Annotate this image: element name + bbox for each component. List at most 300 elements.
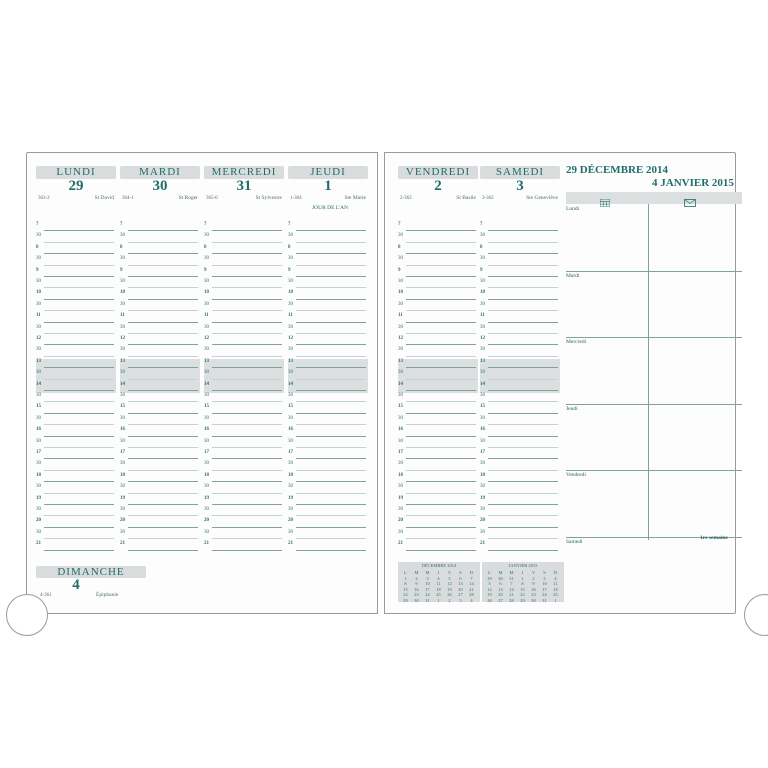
day-vendredi-number: 2 xyxy=(434,178,442,194)
hour-row[interactable] xyxy=(398,336,478,347)
hour-row[interactable] xyxy=(204,245,284,256)
mini-calendar-day[interactable]: 4 xyxy=(470,597,473,603)
hour-row[interactable] xyxy=(120,347,200,358)
corner-curve-right xyxy=(744,594,768,636)
hour-row[interactable] xyxy=(398,473,478,484)
hour-row[interactable] xyxy=(480,313,560,324)
hour-row[interactable] xyxy=(398,256,478,267)
hour-row[interactable] xyxy=(120,461,200,472)
mini-calendar-day[interactable]: 26 xyxy=(487,597,492,603)
hour-row[interactable] xyxy=(398,233,478,244)
hour-label: 20 xyxy=(36,518,41,524)
hour-row[interactable] xyxy=(36,279,116,290)
hour-row[interactable] xyxy=(480,268,560,279)
hour-row[interactable] xyxy=(398,427,478,438)
mini-calendar-day[interactable]: 20 xyxy=(458,586,463,592)
hour-row[interactable] xyxy=(36,245,116,256)
mini-calendar-day[interactable]: 8 xyxy=(404,581,407,587)
hour-row[interactable] xyxy=(288,530,368,541)
hour-row[interactable] xyxy=(398,439,478,450)
hour-row[interactable] xyxy=(204,404,284,415)
mini-calendar-day[interactable]: 30 xyxy=(414,597,419,603)
mini-calendar-day[interactable]: 4 xyxy=(554,575,557,581)
mini-calendar-day[interactable]: 18 xyxy=(553,586,558,592)
hour-row[interactable] xyxy=(288,347,368,358)
hour-row[interactable] xyxy=(120,313,200,324)
hour-row[interactable] xyxy=(120,416,200,427)
mini-calendar-day[interactable]: 28 xyxy=(469,592,474,598)
hour-row[interactable] xyxy=(36,518,116,529)
mini-calendar-day[interactable]: 7 xyxy=(510,581,513,587)
hour-row[interactable] xyxy=(36,496,116,507)
hour-row[interactable] xyxy=(480,233,560,244)
hour-row[interactable] xyxy=(480,484,560,495)
hour-row[interactable] xyxy=(120,541,200,552)
hour-row[interactable] xyxy=(398,461,478,472)
hour-row[interactable] xyxy=(204,518,284,529)
hour-row[interactable] xyxy=(398,382,478,393)
mini-calendar-day[interactable]: 21 xyxy=(469,586,474,592)
hour-row[interactable] xyxy=(36,461,116,472)
hour-row[interactable] xyxy=(288,473,368,484)
hour-row[interactable] xyxy=(398,325,478,336)
hour-row[interactable] xyxy=(288,336,368,347)
hour-row[interactable] xyxy=(288,359,368,370)
mini-calendar-day[interactable]: 6 xyxy=(499,581,502,587)
write-line xyxy=(488,447,558,448)
mini-calendar-day[interactable]: 9 xyxy=(532,581,535,587)
hour-row[interactable] xyxy=(36,336,116,347)
hour-row[interactable] xyxy=(120,222,200,233)
mini-calendar-day[interactable]: 27 xyxy=(458,592,463,598)
mini-calendar-day[interactable]: 16 xyxy=(531,586,536,592)
hour-row[interactable] xyxy=(480,416,560,427)
hour-row[interactable] xyxy=(398,496,478,507)
mini-calendar-day[interactable]: 25 xyxy=(436,592,441,598)
mini-calendar-day[interactable]: 4 xyxy=(437,575,440,581)
hour-row[interactable] xyxy=(36,541,116,552)
hour-row[interactable] xyxy=(480,245,560,256)
hour-row[interactable] xyxy=(480,541,560,552)
hour-row[interactable] xyxy=(288,450,368,461)
hour-row[interactable] xyxy=(120,268,200,279)
hour-row[interactable] xyxy=(204,256,284,267)
hour-row[interactable] xyxy=(204,461,284,472)
hour-row[interactable] xyxy=(480,461,560,472)
mini-calendar-day[interactable]: 13 xyxy=(498,586,503,592)
hour-label: 18 xyxy=(480,472,485,478)
write-line xyxy=(296,230,366,231)
hour-row[interactable] xyxy=(204,393,284,404)
mini-calendar-day[interactable]: 8 xyxy=(521,581,524,587)
hour-row[interactable] xyxy=(398,541,478,552)
hour-row[interactable] xyxy=(398,359,478,370)
write-line xyxy=(128,322,198,323)
mini-calendar-day[interactable]: 2 xyxy=(532,575,535,581)
hour-row[interactable] xyxy=(480,347,560,358)
hour-row[interactable] xyxy=(120,382,200,393)
day-lundi-number: 29 xyxy=(68,178,84,194)
hour-label: 17 xyxy=(398,450,403,455)
hour-row[interactable] xyxy=(480,530,560,541)
hour-row[interactable] xyxy=(288,279,368,290)
mini-calendar-day[interactable]: 2 xyxy=(415,575,418,581)
hour-row[interactable] xyxy=(204,382,284,393)
write-line xyxy=(296,436,366,437)
write-line xyxy=(406,287,476,288)
mini-calendar-day[interactable]: 16 xyxy=(414,586,419,592)
hour-row[interactable] xyxy=(120,359,200,370)
hour-label: 9 xyxy=(120,267,123,273)
hour-row[interactable] xyxy=(36,450,116,461)
hour-row[interactable] xyxy=(36,233,116,244)
hour-label: 30 xyxy=(398,370,403,376)
hour-row[interactable] xyxy=(36,404,116,415)
mini-calendar-day[interactable]: 25 xyxy=(553,592,558,598)
hour-row[interactable] xyxy=(204,530,284,541)
envelope-icon[interactable] xyxy=(684,194,696,202)
hour-row[interactable] xyxy=(204,325,284,336)
mini-calendar-day[interactable]: 19 xyxy=(487,592,492,598)
hour-row[interactable] xyxy=(288,382,368,393)
mini-calendar-day[interactable]: 23 xyxy=(531,592,536,598)
mini-calendar-day[interactable]: 20 xyxy=(498,592,503,598)
hour-row[interactable] xyxy=(204,541,284,552)
hour-row[interactable] xyxy=(120,393,200,404)
mini-calendar-day[interactable]: 28 xyxy=(509,597,514,603)
mini-calendar-day[interactable]: 31 xyxy=(542,597,547,603)
hour-row[interactable] xyxy=(36,393,116,404)
hour-row[interactable] xyxy=(398,222,478,233)
mini-calendar-week xyxy=(484,598,561,604)
hour-row[interactable] xyxy=(398,370,478,381)
mini-calendar-day[interactable]: 26 xyxy=(447,592,452,598)
hour-row[interactable] xyxy=(204,222,284,233)
hour-row[interactable] xyxy=(398,347,478,358)
mini-calendar-day[interactable]: 1 xyxy=(437,597,440,603)
hour-row[interactable] xyxy=(480,290,560,301)
hour-label: 9 xyxy=(288,267,291,273)
mini-calendar-day[interactable]: 10 xyxy=(425,581,430,587)
mini-calendar-day[interactable]: 13 xyxy=(458,581,463,587)
mini-calendar-day[interactable]: 5 xyxy=(488,581,491,587)
hour-row[interactable] xyxy=(398,450,478,461)
hour-row[interactable] xyxy=(204,484,284,495)
hour-row[interactable] xyxy=(120,439,200,450)
hour-row[interactable] xyxy=(204,359,284,370)
mini-calendar-day[interactable]: 24 xyxy=(542,592,547,598)
write-line xyxy=(296,253,366,254)
write-line xyxy=(296,481,366,482)
mini-calendar-day[interactable]: 11 xyxy=(553,581,558,587)
write-line xyxy=(212,493,282,494)
hour-row[interactable] xyxy=(398,313,478,324)
mini-calendar-day[interactable]: 22 xyxy=(403,592,408,598)
day-samedi-number: 3 xyxy=(516,178,524,194)
hour-row[interactable] xyxy=(36,507,116,518)
mini-calendar-day[interactable]: 22 xyxy=(520,592,525,598)
hour-row[interactable] xyxy=(204,416,284,427)
hour-row[interactable] xyxy=(120,245,200,256)
mini-calendar-day[interactable]: 21 xyxy=(509,592,514,598)
mini-calendar-day[interactable]: 11 xyxy=(436,581,441,587)
hour-row[interactable] xyxy=(480,325,560,336)
hour-row[interactable] xyxy=(288,507,368,518)
hour-row[interactable] xyxy=(204,302,284,313)
hour-label: 10 xyxy=(204,290,209,296)
mini-calendar-day[interactable]: 30 xyxy=(531,597,536,603)
hour-row[interactable] xyxy=(204,268,284,279)
hour-row[interactable] xyxy=(36,325,116,336)
write-line xyxy=(296,276,366,277)
write-line xyxy=(128,413,198,414)
hour-label: 30 xyxy=(36,370,41,376)
mini-calendar-day[interactable]: 12 xyxy=(487,586,492,592)
hour-row[interactable] xyxy=(398,279,478,290)
mini-calendar-day[interactable]: 29 xyxy=(403,597,408,603)
mini-calendar-day[interactable]: 29 xyxy=(520,597,525,603)
hour-row[interactable] xyxy=(204,336,284,347)
hour-row[interactable] xyxy=(398,404,478,415)
mini-calendar-day[interactable]: 18 xyxy=(436,586,441,592)
mini-calendar-day[interactable]: 9 xyxy=(415,581,418,587)
hour-row[interactable] xyxy=(288,518,368,529)
hour-row[interactable] xyxy=(480,404,560,415)
hour-row[interactable] xyxy=(480,382,560,393)
day-lundi-hour-rows xyxy=(36,222,116,564)
write-line xyxy=(44,481,114,482)
mini-calendar-day[interactable]: 3 xyxy=(426,575,429,581)
hour-row[interactable] xyxy=(288,325,368,336)
hour-row[interactable] xyxy=(398,518,478,529)
hour-row[interactable] xyxy=(398,393,478,404)
hour-row[interactable] xyxy=(288,427,368,438)
hour-label: 7 xyxy=(120,222,123,227)
hour-row[interactable] xyxy=(120,302,200,313)
mini-calendar-day[interactable]: 17 xyxy=(425,586,430,592)
mini-calendar-day[interactable]: 3 xyxy=(459,597,462,603)
hour-row[interactable] xyxy=(480,450,560,461)
write-line xyxy=(128,470,198,471)
hour-row[interactable] xyxy=(120,336,200,347)
mini-calendar-day[interactable]: 3 xyxy=(543,575,546,581)
hour-row[interactable] xyxy=(398,302,478,313)
hour-row[interactable] xyxy=(480,518,560,529)
hour-label: 14 xyxy=(120,381,125,387)
hour-row[interactable] xyxy=(120,473,200,484)
write-line xyxy=(212,356,282,357)
mini-calendar-day[interactable]: 7 xyxy=(470,575,473,581)
hour-row[interactable] xyxy=(398,484,478,495)
mini-calendar-day[interactable]: 17 xyxy=(542,586,547,592)
mini-calendar-day[interactable]: 27 xyxy=(498,597,503,603)
write-line xyxy=(212,458,282,459)
hour-row[interactable] xyxy=(288,439,368,450)
day-mercredi-number: 31 xyxy=(236,178,252,194)
hour-label: 15 xyxy=(204,404,209,410)
hour-row[interactable] xyxy=(36,359,116,370)
hour-row[interactable] xyxy=(36,222,116,233)
hour-label: 30 xyxy=(120,461,125,467)
mini-calendar-day[interactable]: 1 xyxy=(404,575,407,581)
hour-row[interactable] xyxy=(288,302,368,313)
hour-row[interactable] xyxy=(480,427,560,438)
hour-row[interactable] xyxy=(120,507,200,518)
hour-row[interactable] xyxy=(36,439,116,450)
mini-calendar-day[interactable]: 6 xyxy=(459,575,462,581)
hour-row[interactable] xyxy=(36,484,116,495)
hour-row[interactable] xyxy=(120,279,200,290)
hour-row[interactable] xyxy=(288,393,368,404)
hour-row[interactable] xyxy=(398,530,478,541)
hour-row[interactable] xyxy=(204,290,284,301)
hour-row[interactable] xyxy=(398,290,478,301)
mini-calendar-day[interactable]: 2 xyxy=(448,597,451,603)
write-line xyxy=(128,481,198,482)
hour-row[interactable] xyxy=(288,290,368,301)
hour-row[interactable] xyxy=(204,496,284,507)
hour-row[interactable] xyxy=(480,473,560,484)
hour-row[interactable] xyxy=(288,313,368,324)
calendar-grid-icon[interactable] xyxy=(600,194,610,202)
mini-calendar-day[interactable]: 15 xyxy=(403,586,408,592)
write-line xyxy=(488,401,558,402)
hour-row[interactable] xyxy=(204,347,284,358)
hour-row[interactable] xyxy=(480,222,560,233)
hour-row[interactable] xyxy=(36,382,116,393)
hour-row[interactable] xyxy=(480,439,560,450)
mini-calendar-day[interactable]: 23 xyxy=(414,592,419,598)
hour-row[interactable] xyxy=(204,427,284,438)
hour-row[interactable] xyxy=(36,473,116,484)
hour-row[interactable] xyxy=(36,268,116,279)
hour-label: 30 xyxy=(204,484,209,490)
hour-row[interactable] xyxy=(120,427,200,438)
hour-row[interactable] xyxy=(398,416,478,427)
hour-row[interactable] xyxy=(204,507,284,518)
hour-row[interactable] xyxy=(36,302,116,313)
hour-row[interactable] xyxy=(288,256,368,267)
write-line xyxy=(212,242,282,243)
hour-row[interactable] xyxy=(36,313,116,324)
hour-row[interactable] xyxy=(36,290,116,301)
hour-row[interactable] xyxy=(120,233,200,244)
hour-row[interactable] xyxy=(288,245,368,256)
hour-label: 30 xyxy=(36,347,41,353)
mini-calendar-day[interactable]: 15 xyxy=(520,586,525,592)
mini-calendar-day[interactable]: 1 xyxy=(554,597,557,603)
hour-row[interactable] xyxy=(480,336,560,347)
write-line xyxy=(128,379,198,380)
hour-row[interactable] xyxy=(480,256,560,267)
write-line xyxy=(488,493,558,494)
write-line xyxy=(44,265,114,266)
mini-calendar-day[interactable]: 31 xyxy=(425,597,430,603)
notes-day-label: Jeudi xyxy=(566,405,578,412)
hour-row[interactable] xyxy=(288,268,368,279)
hour-row[interactable] xyxy=(480,496,560,507)
hour-row[interactable] xyxy=(398,507,478,518)
mini-calendar-day[interactable]: 29 xyxy=(487,575,492,581)
hour-row[interactable] xyxy=(480,279,560,290)
hour-row[interactable] xyxy=(288,233,368,244)
hour-row[interactable] xyxy=(120,530,200,541)
hour-row[interactable] xyxy=(398,245,478,256)
hour-row[interactable] xyxy=(288,541,368,552)
hour-row[interactable] xyxy=(120,518,200,529)
mini-calendar-day[interactable]: 24 xyxy=(425,592,430,598)
mini-calendar-day[interactable]: 12 xyxy=(447,581,452,587)
hour-row[interactable] xyxy=(120,370,200,381)
hour-row[interactable] xyxy=(480,359,560,370)
day-samedi-header: SAMEDI xyxy=(480,166,560,179)
hour-row[interactable] xyxy=(480,370,560,381)
hour-row[interactable] xyxy=(120,256,200,267)
hour-row[interactable] xyxy=(288,461,368,472)
hour-label: 30 xyxy=(480,347,485,353)
hour-row[interactable] xyxy=(480,302,560,313)
hour-row[interactable] xyxy=(288,496,368,507)
hour-row[interactable] xyxy=(120,484,200,495)
write-line xyxy=(488,344,558,345)
hour-row[interactable] xyxy=(204,370,284,381)
day-vendredi-day-code: 2-363 xyxy=(400,196,412,201)
hour-row[interactable] xyxy=(204,450,284,461)
hour-row[interactable] xyxy=(204,473,284,484)
mini-calendar-day[interactable]: 19 xyxy=(447,586,452,592)
hour-row[interactable] xyxy=(120,290,200,301)
mini-calendar-day[interactable]: 1 xyxy=(521,575,524,581)
hour-row[interactable] xyxy=(204,439,284,450)
hour-row[interactable] xyxy=(288,416,368,427)
hour-row[interactable] xyxy=(204,313,284,324)
write-line xyxy=(406,504,476,505)
weekday-letter: M xyxy=(414,570,419,575)
hour-row[interactable] xyxy=(36,347,116,358)
hour-row[interactable] xyxy=(288,404,368,415)
hour-row[interactable] xyxy=(288,222,368,233)
hour-row[interactable] xyxy=(204,279,284,290)
hour-row[interactable] xyxy=(120,404,200,415)
hour-row[interactable] xyxy=(480,393,560,404)
mini-calendar-day[interactable]: 14 xyxy=(509,586,514,592)
sunday-saint: Épiphanie xyxy=(96,592,119,598)
hour-row[interactable] xyxy=(204,233,284,244)
hour-row[interactable] xyxy=(288,484,368,495)
hour-row[interactable] xyxy=(120,325,200,336)
hour-row[interactable] xyxy=(288,370,368,381)
write-line xyxy=(212,367,282,368)
notes-separator xyxy=(566,337,742,338)
hour-row[interactable] xyxy=(36,256,116,267)
hour-row[interactable] xyxy=(36,530,116,541)
write-line xyxy=(406,242,476,243)
hour-row[interactable] xyxy=(120,450,200,461)
mini-calendar-day[interactable]: 31 xyxy=(509,575,514,581)
mini-calendar-day[interactable]: 30 xyxy=(498,575,503,581)
hour-row[interactable] xyxy=(36,416,116,427)
mini-calendar-day[interactable]: 10 xyxy=(542,581,547,587)
hour-row[interactable] xyxy=(36,370,116,381)
mini-calendar-day[interactable]: 5 xyxy=(448,575,451,581)
hour-row[interactable] xyxy=(480,507,560,518)
hour-row[interactable] xyxy=(398,268,478,279)
day-vendredi-saint: St Basile xyxy=(456,195,476,201)
write-line xyxy=(44,470,114,471)
hour-row[interactable] xyxy=(120,496,200,507)
mini-calendar-day[interactable]: 14 xyxy=(469,581,474,587)
hour-row[interactable] xyxy=(36,427,116,438)
